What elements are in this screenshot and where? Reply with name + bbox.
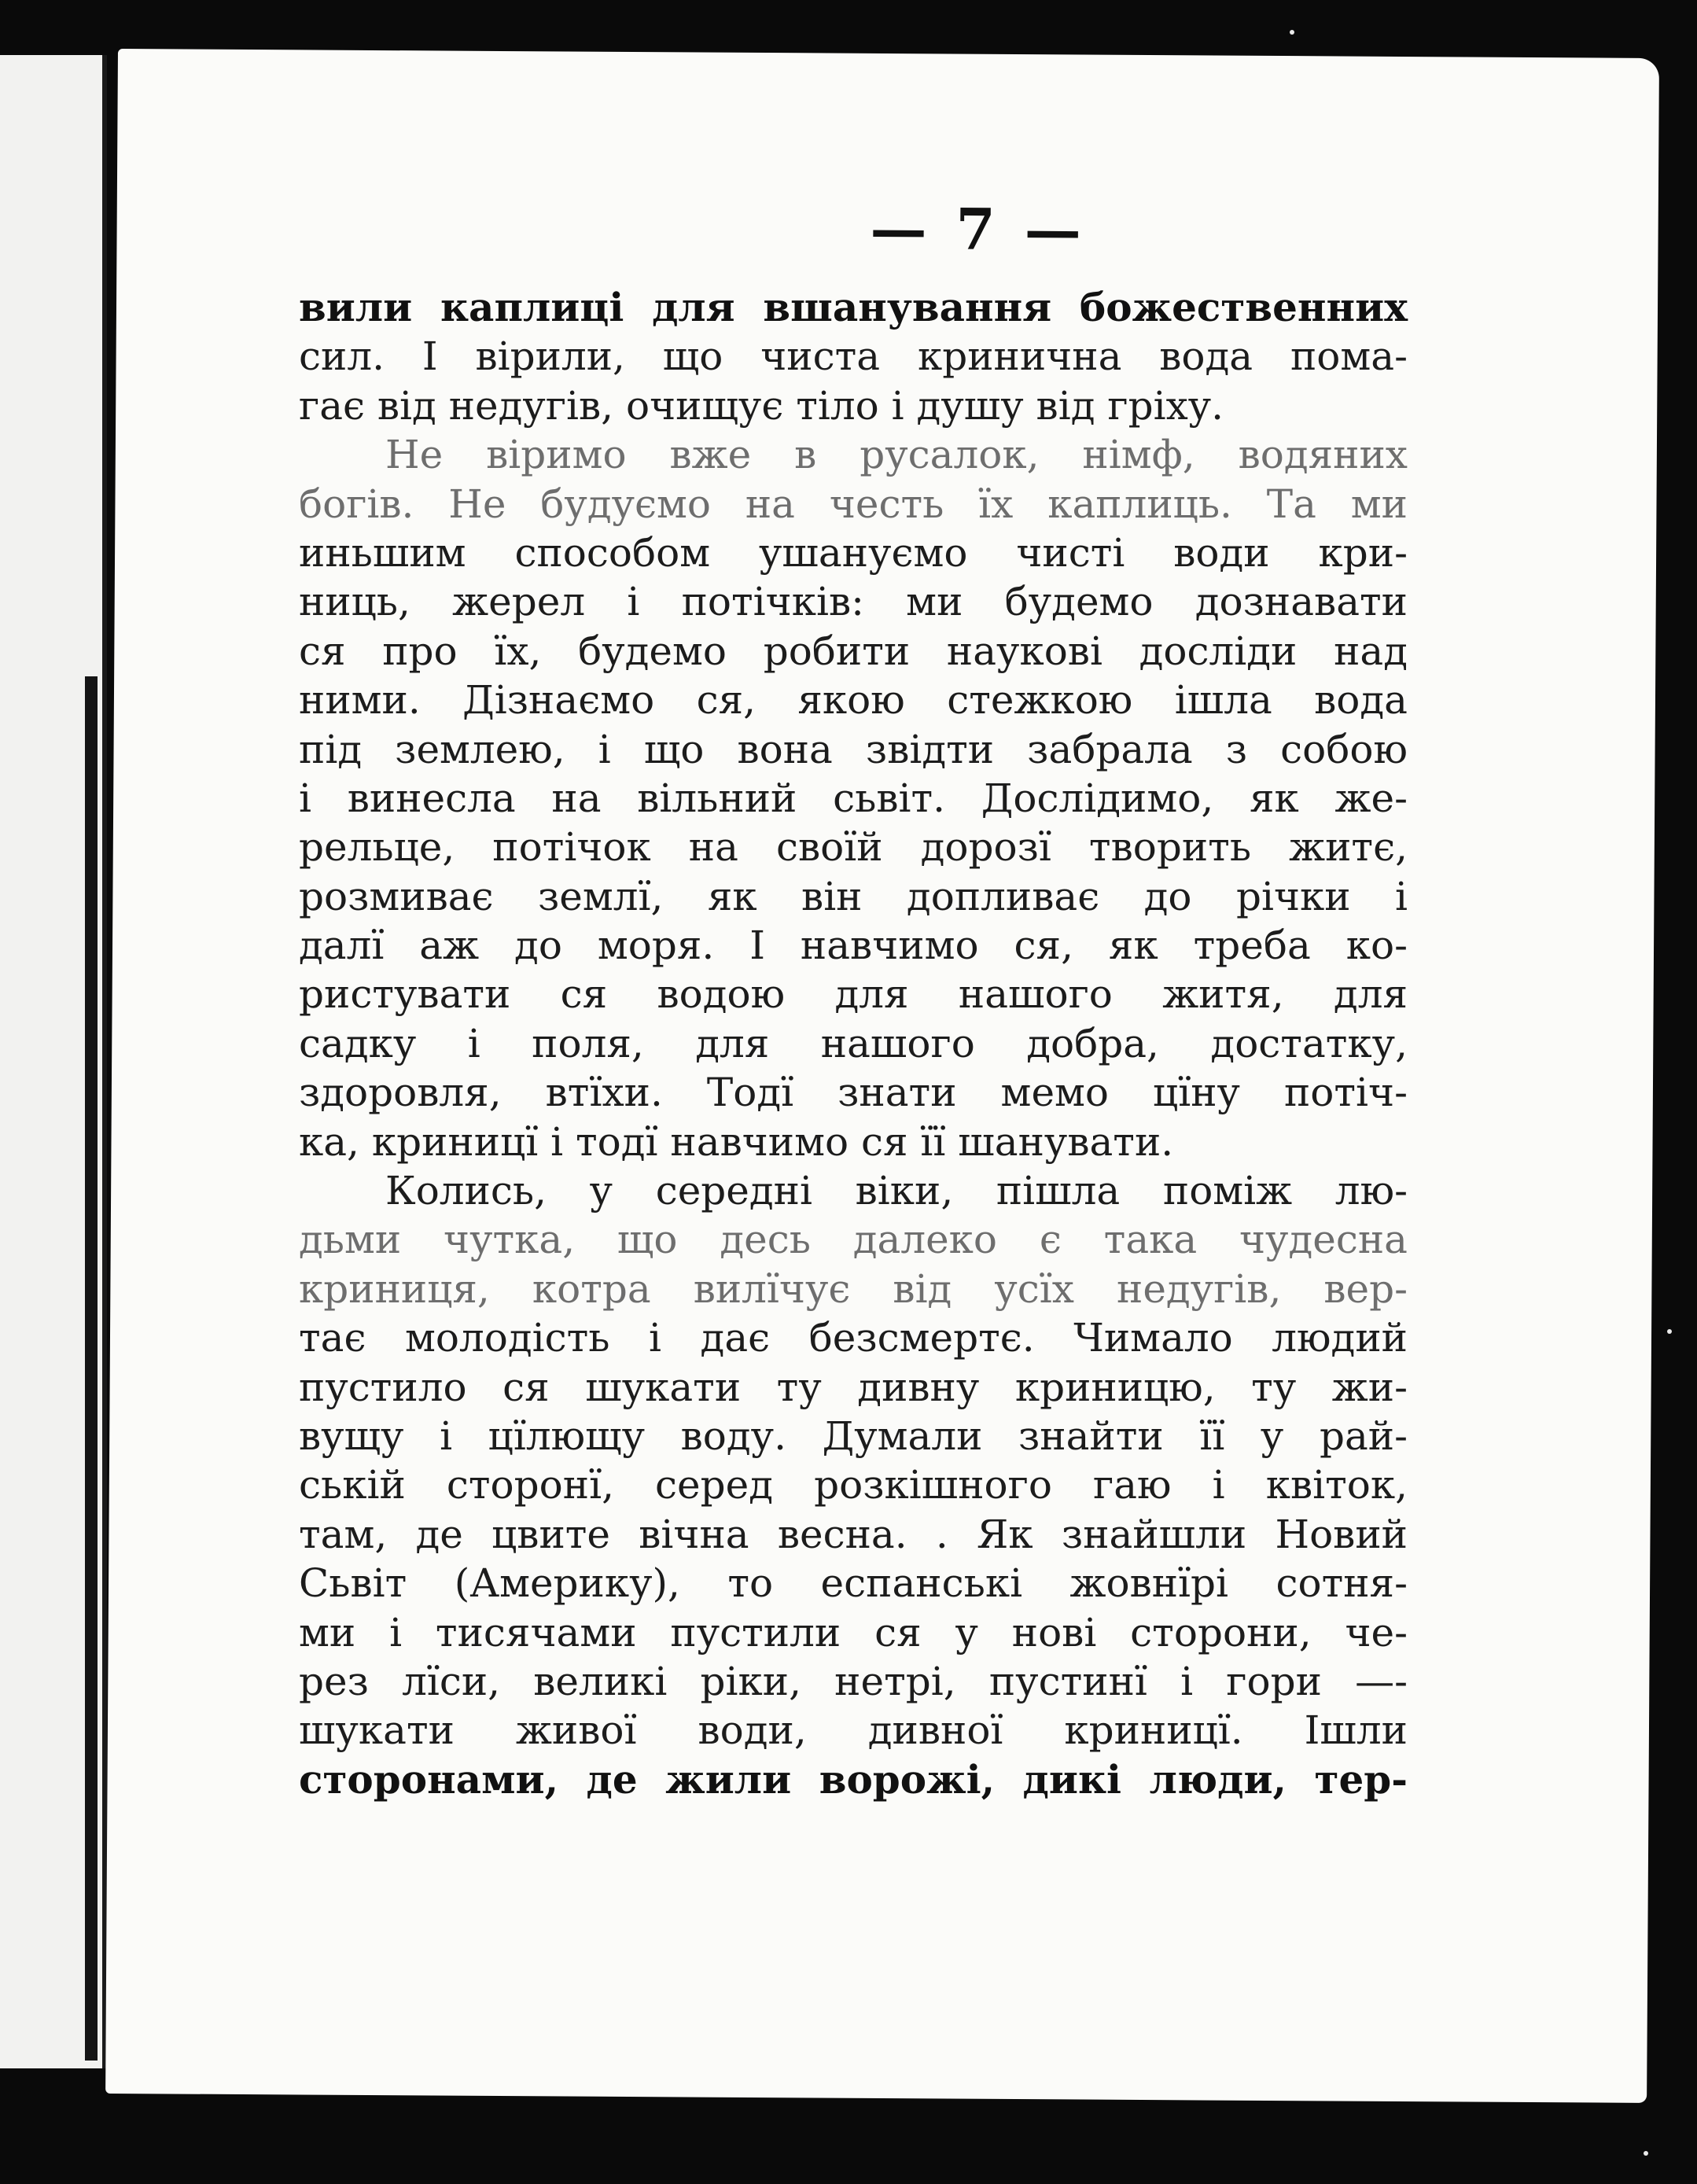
text-line: криниця, котра вилїчує від усїх недугів, вер- [299, 1265, 1408, 1312]
text-line: рез лїси, великі ріки, нетрі, пустинї і гори —- [299, 1658, 1408, 1704]
page-body-text [299, 283, 1408, 1804]
text-line: ними. Дізнаємо ся, якою стежкою ішла вода [299, 677, 1408, 724]
text-line: иньшим способом ушануємо чисті води кри- [299, 529, 1408, 576]
text-line: під землею, і що вона звідти забрала з собою [299, 726, 1408, 772]
text-line: ській сторонї, серед розкішного гаю і квіток, [299, 1462, 1408, 1508]
text-line: здоровля, втїхи. Тодї знати мемо цїну потіч- [299, 1070, 1408, 1116]
dust-speck [1290, 30, 1294, 35]
text-line: вили каплиці для вшанування божественних [299, 284, 1408, 330]
dust-speck [1644, 2151, 1648, 2156]
text-line: сторонами, де жили ворожі, дикі люди, тер- [299, 1755, 1408, 1803]
text-line: сил. І вірили, що чиста кринична вода пома- [299, 333, 1408, 380]
text-line: далї аж до моря. І навчимо ся, як треба ко- [299, 923, 1408, 969]
text-line: ниць, жерел і потічків: ми будемо дознавати [299, 579, 1408, 625]
text-line: Колись, у середні віки, пішла поміж лю- [385, 1168, 1408, 1214]
page-number: — 7 — [870, 194, 1086, 263]
text-line: і винесла на вільний сьвіт. Дослідимо, як же- [299, 775, 1408, 821]
text-line: Сьвіт (Америку), то еспанські жовнїрі сотня- [299, 1560, 1408, 1607]
text-line: дьми чутка, що десь далеко є така чудесна [299, 1217, 1408, 1263]
text-line: Не віримо вже в русалок, німф, водяних [385, 432, 1408, 478]
text-line: ми і тисячами пустили ся у нові сторони, че- [299, 1609, 1408, 1655]
text-line: шукати живої води, дивної криницї. Ішли [299, 1707, 1408, 1754]
text-line: гає від недугів, очищує тіло і душу від гріху. [299, 382, 1224, 429]
text-line: вущу і цїлющу воду. Думали знайти її у рай- [299, 1412, 1408, 1459]
text-line: ристувати ся водою для нашого житя, для [299, 971, 1408, 1018]
text-line: рельце, потічок на своїй дорозї творить житє, [299, 824, 1408, 871]
text-line: ка, криницї і тодї навчимо ся її шанувати. [299, 1118, 1174, 1165]
text-line: пустило ся шукати ту дивну криницю, ту жи- [299, 1364, 1408, 1410]
text-line: розмиває землї, як він допливає до річки і [299, 873, 1408, 919]
text-line: богів. Не будуємо на честь їх каплиць. Та ми [299, 481, 1408, 527]
text-line: тає молодість і дає безсмертє. Чимало людий [299, 1315, 1408, 1361]
text-line: садку і поля, для нашого добра, достатку, [299, 1020, 1408, 1066]
text-line: там, де цвите вічна весна. . Як знайшли Новий [299, 1511, 1408, 1557]
dust-speck [1667, 1329, 1672, 1334]
book-gutter [85, 676, 98, 2061]
text-line: ся про їх, будемо робити наукові досліди над [299, 628, 1408, 674]
